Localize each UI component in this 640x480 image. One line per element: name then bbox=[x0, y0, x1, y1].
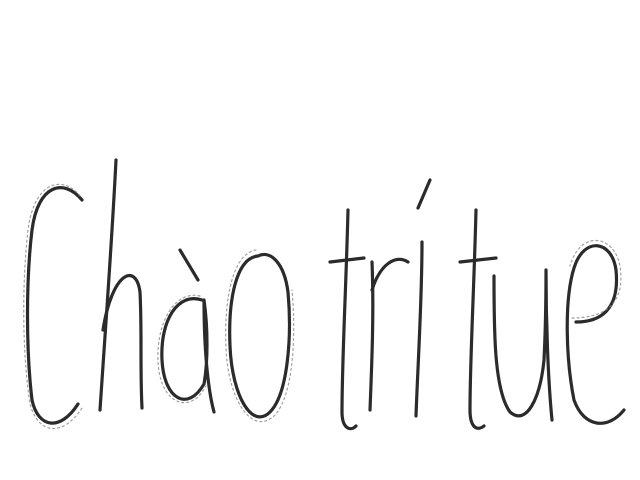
letter-c bbox=[24, 184, 82, 428]
handwritten-phrase bbox=[0, 150, 640, 450]
letter-a-grave bbox=[158, 250, 214, 412]
letter-o bbox=[226, 250, 294, 422]
letter-e bbox=[567, 240, 624, 423]
letter-r bbox=[370, 259, 408, 410]
letter-t-2 bbox=[460, 210, 496, 428]
letter-t-1 bbox=[330, 210, 364, 429]
letter-i-acute bbox=[416, 180, 430, 416]
letter-h bbox=[100, 160, 142, 410]
handwritten-text bbox=[0, 0, 1, 1]
letter-u bbox=[494, 270, 552, 420]
